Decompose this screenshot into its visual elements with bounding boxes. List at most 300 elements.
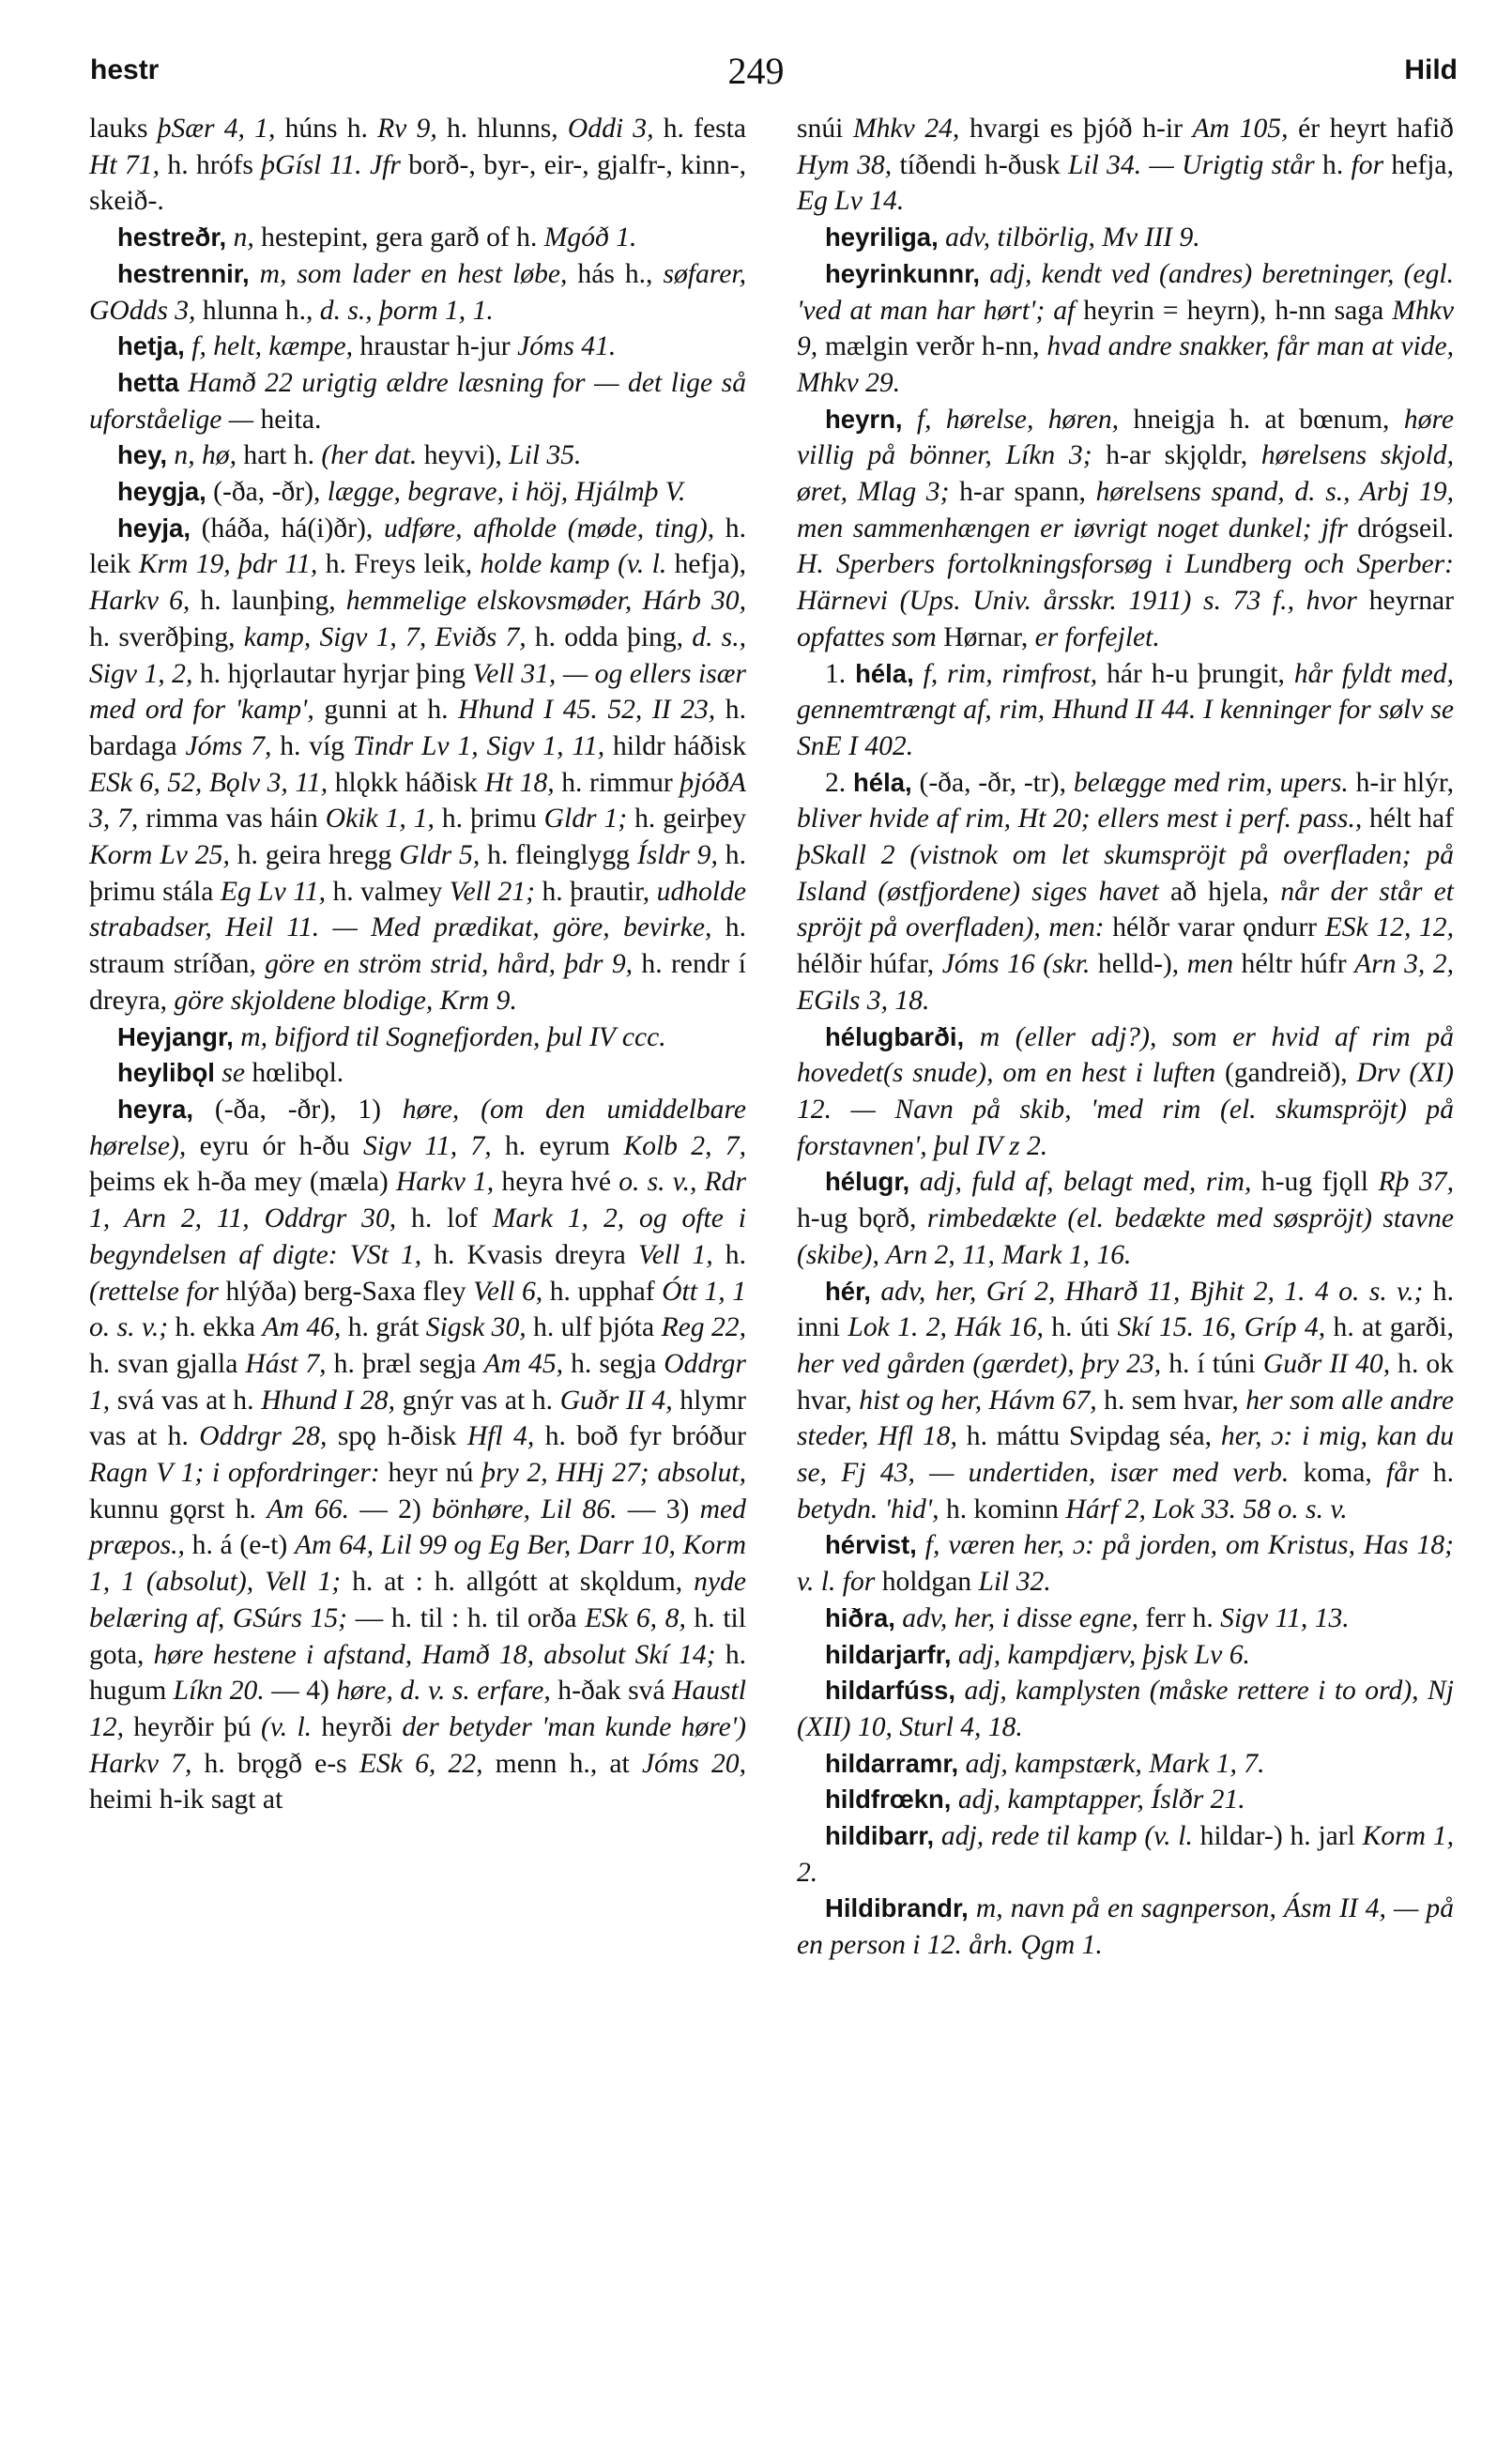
italic-text: Jóms 7, xyxy=(185,730,272,761)
italic-text: nyde belæring af, GSúrs 15; xyxy=(89,1567,747,1633)
dictionary-entry xyxy=(797,1673,1454,1745)
italic-text: Hfl 4, xyxy=(466,1421,535,1452)
entry-text: h. odda þing, xyxy=(526,621,693,652)
italic-text: Lil 32. xyxy=(978,1567,1051,1598)
italic-text: holde kamp (v. l. xyxy=(480,549,667,580)
entry-text: heyr nú xyxy=(379,1458,482,1489)
entry-text: h. ekka xyxy=(168,1312,263,1343)
italic-text: udføre, afholde (møde, ting), xyxy=(383,513,715,544)
entry-text xyxy=(964,1022,980,1052)
italic-text: Arn 3, 2, EGils 3, 18. xyxy=(797,949,1454,1016)
entry-text: kunnu gǫrst h. xyxy=(89,1494,267,1524)
dictionary-entry xyxy=(797,1601,1454,1637)
entry-text: — 3) xyxy=(617,1494,700,1524)
italic-text: opfattes som xyxy=(797,621,937,652)
headword: hey, xyxy=(117,440,167,470)
entry-text xyxy=(226,222,233,253)
headword: heyrinkunnr, xyxy=(825,258,981,288)
entry-text: h. grát xyxy=(341,1312,426,1343)
entry-text: lauks xyxy=(89,114,158,144)
headword: hélugbarði, xyxy=(825,1021,965,1051)
italic-text: Hhund I 45. 52, II 23, xyxy=(458,695,716,726)
entry-text: snúi xyxy=(797,114,853,144)
italic-text: adv, her, Grí 2, Hharð 11, Bjhit 2, 1. 4 o. s. v.; xyxy=(880,1276,1424,1307)
entry-text: (-ða, -ðr), 1) xyxy=(193,1094,403,1125)
headword: hildibarr, xyxy=(825,1821,935,1851)
italic-text: Ht 18, xyxy=(484,767,555,798)
italic-text: Tindr Lv 1, Sigv 1, 11, xyxy=(352,730,605,761)
headword: heyrn, xyxy=(825,404,903,434)
headword: heygja, xyxy=(117,477,206,507)
entry-text: h. hjǫrlautar hyrjar þing xyxy=(192,658,473,689)
entry-text: hlýða) berg-Saxa fley xyxy=(218,1276,474,1307)
entry-text: héltr húfr xyxy=(1233,949,1355,980)
entry-text: heyrði xyxy=(312,1711,403,1742)
entry-text: h. þrimu stála xyxy=(89,840,746,907)
entry-text: holdgan xyxy=(875,1567,979,1598)
entry-text: hraustar h-jur xyxy=(353,331,518,362)
entry-text: h. úti xyxy=(1043,1312,1118,1343)
italic-text: Mhkv 9, xyxy=(797,295,1454,362)
left-column xyxy=(89,111,746,1818)
entry-text: h. xyxy=(1418,1458,1454,1489)
entry-text xyxy=(969,1893,976,1923)
entry-text xyxy=(179,368,189,398)
italic-text: þSkall 2 (vistnok om let skumspröjt på overfladen; på Island (østfjordene) siges havet xyxy=(797,840,1454,907)
entry-text: h. í túni xyxy=(1161,1348,1263,1379)
italic-text: men xyxy=(1186,949,1234,980)
entry-text xyxy=(909,1167,920,1197)
dictionary-entry xyxy=(89,220,746,256)
entry-text: h. til gota, xyxy=(89,1602,746,1670)
entry-text: h. þrautir, xyxy=(534,876,657,907)
italic-text: Am 64, Lil 99 og Eg Ber, Darr 10, Korm 1, 1 (absolut), Vell 1; xyxy=(89,1530,746,1598)
italic-text: Rþ 37, xyxy=(1378,1167,1454,1198)
entry-text: h. svan gjalla xyxy=(89,1348,246,1379)
italic-text: m, navn på en sagnperson, Ásm II 4, — på en person i 12. årh. Ǫgm 1. xyxy=(797,1893,1454,1961)
entry-text: h. rimmur xyxy=(554,767,680,798)
entry-text: h. boð fyr bróður xyxy=(534,1421,746,1452)
italic-text: bönhøre, Lil 86. xyxy=(432,1494,618,1524)
headword: héla, xyxy=(855,658,914,688)
italic-text: adj, kamplysten (måske rettere i to ord), Nj (XII) 10, Sturl 4, 18. xyxy=(797,1676,1454,1742)
italic-text: høre villig på bönner, Líkn 3; xyxy=(797,404,1454,471)
entry-text xyxy=(951,1785,957,1815)
italic-text: Hást 7, xyxy=(245,1348,327,1379)
italic-text: høre hestene i afstand, Hamð 18, absolut Skí 14; xyxy=(153,1639,716,1670)
italic-text: Sigv 11, 7, xyxy=(363,1130,492,1161)
headword: hildarjarfr, xyxy=(825,1639,952,1669)
italic-text: Mhkv 24, xyxy=(852,114,960,144)
entry-text: borð-, byr-, eir-, gjalfr-, kinn-, skeið-. xyxy=(89,149,747,217)
italic-text: se xyxy=(221,1058,245,1089)
entry-text: ferr h. xyxy=(1138,1602,1221,1633)
right-column xyxy=(797,111,1454,1964)
entry-text: h. ulf þjóta xyxy=(526,1312,662,1343)
dictionary-entry xyxy=(89,1055,746,1092)
italic-text: Vell 21; xyxy=(449,876,535,907)
italic-text: þjóðA 3, 7, xyxy=(89,767,746,835)
italic-text: Korm Lv 25, xyxy=(89,840,230,871)
running-head-last-word: Hild xyxy=(1404,54,1458,85)
dictionary-entry xyxy=(797,765,1454,1019)
italic-text: Vell 6, xyxy=(473,1276,543,1307)
entry-text: h. valmey xyxy=(326,876,450,907)
italic-text: der betyder 'man kunde høre') Harkv 7, xyxy=(89,1711,746,1779)
entry-text: Hørnar, xyxy=(936,621,1035,652)
dictionary-entry xyxy=(797,1637,1454,1674)
entry-text: h. sem hvar, xyxy=(1096,1385,1246,1416)
italic-text: adv, tilbörlig, Mv III 9. xyxy=(945,222,1200,253)
italic-text: H. Sperbers fortolkningsforsøg i Lundberg och Sperber: Härnevi (Ups. Univ. årsskr. 1911) s. 73 f., hvor xyxy=(797,549,1454,617)
italic-text: Ht 71, xyxy=(89,149,160,180)
italic-text: (rettelse for xyxy=(89,1276,219,1307)
italic-text: m, bifjord til Sognefjorden, þul IV ccc. xyxy=(240,1021,666,1052)
entry-text: (-ða, -ðr), xyxy=(206,477,328,508)
entry-text: hás h., xyxy=(567,258,664,289)
entry-text: hildar-) h. jarl xyxy=(1192,1821,1363,1852)
italic-text: søfarer, GOdds 3, xyxy=(89,258,746,326)
dictionary-entry xyxy=(89,329,746,365)
entry-text xyxy=(980,259,989,289)
entry-text: h. xyxy=(1314,149,1352,180)
entry-text: helld-), xyxy=(1090,949,1187,980)
entry-text: — 4) xyxy=(264,1676,337,1707)
headword: heyra, xyxy=(117,1094,194,1124)
entry-text: h. sverðþing, xyxy=(89,621,244,652)
entry-text: h-ir hlýr, xyxy=(1348,767,1455,798)
italic-text: betydn. 'hid', xyxy=(797,1494,939,1524)
entry-text: h. geirþey xyxy=(627,804,746,835)
entry-text: h. fleinglygg xyxy=(480,840,637,871)
running-head-first-word: hestr xyxy=(90,54,160,85)
italic-text: hørelsens spand, d. s., Arbj 19, men sammenhængen er iøvrigt noget dunkel; jfr xyxy=(797,477,1454,544)
italic-text: Okik 1, 1, xyxy=(325,804,435,835)
headword: hestrennir, xyxy=(117,258,250,288)
entry-text: h. á (e-t) xyxy=(184,1530,295,1561)
italic-text: d. s., þorm 1, 1. xyxy=(319,295,494,326)
italic-text: adj, kampdjærv, þjsk Lv 6. xyxy=(957,1639,1250,1670)
italic-text: hist og her, Hávm 67, xyxy=(859,1385,1097,1416)
entry-text: ér heyrt hafið xyxy=(1288,114,1454,144)
italic-text: f, rim, rimfrost, xyxy=(923,658,1098,689)
dictionary-entry xyxy=(797,656,1454,765)
entry-text: heyrðir þú xyxy=(124,1711,261,1742)
italic-text: Am 46, xyxy=(262,1312,342,1343)
italic-text: þSær 4, 1, xyxy=(157,114,276,144)
italic-text: Lok 1. 2, Hák 16, xyxy=(848,1312,1044,1343)
entry-text: hart h. xyxy=(237,440,322,471)
italic-text: Ótt 1, 1 o. s. v.; xyxy=(89,1276,747,1343)
entry-text: spǫ h-ðisk xyxy=(327,1421,467,1452)
dictionary-entry xyxy=(797,1891,1454,1963)
italic-text: for xyxy=(1351,149,1384,180)
italic-text: Jóms 16 (skr. xyxy=(941,949,1091,980)
dictionary-entry xyxy=(797,1164,1454,1273)
italic-text: f, væren her, ɔ: på jorden, om Kristus, Has 18; v. l. for xyxy=(797,1530,1454,1598)
entry-text: tíðendi h-ðusk xyxy=(892,149,1068,180)
entry-text: — h. til : h. til orða xyxy=(347,1602,586,1633)
italic-text: hemmelige elskovsmøder, Hárb 30, xyxy=(345,586,746,617)
entry-text: hélt haf xyxy=(1362,804,1454,835)
italic-text: høre, d. v. s. erfare, xyxy=(336,1676,551,1707)
italic-text: (v. l. xyxy=(260,1711,313,1742)
italic-text: Vell 31, — og ellers især med ord for 'kamp', xyxy=(89,658,747,726)
entry-text: gunni at h. xyxy=(313,695,459,726)
entry-text: heyra hvé xyxy=(494,1167,619,1198)
italic-text: Korm 1, 2. xyxy=(797,1821,1454,1888)
italic-text: Eg Lv 11, xyxy=(220,876,327,907)
italic-text: Oddrgr 1, xyxy=(89,1348,746,1416)
italic-text: adj, fuld af, belagt med, rim, xyxy=(919,1167,1252,1198)
headword: hetta xyxy=(117,367,179,397)
entry-text: hvargi es þjóð h-ir xyxy=(959,114,1193,144)
entry-text xyxy=(952,1640,958,1670)
italic-text: adj, kamptapper, Íslðr 21. xyxy=(957,1785,1245,1815)
italic-text: Gldr 1; xyxy=(543,804,628,835)
entry-text: h. upphaf xyxy=(542,1276,663,1307)
dictionary-entry xyxy=(89,511,746,1019)
italic-text: göre en ström strid, hård, þdr 9, xyxy=(265,949,634,980)
italic-text: høre, (om den umiddelbare hørelse), xyxy=(89,1094,747,1161)
dictionary-entry xyxy=(797,1818,1454,1891)
italic-text: Ísldr 9, xyxy=(636,840,718,871)
entry-text: h. inni xyxy=(797,1276,1454,1343)
entry-text xyxy=(934,1821,941,1851)
entry-text: eyru ór h-ðu xyxy=(186,1130,364,1161)
page-header xyxy=(0,45,1512,92)
italic-text: ESk 6, 8, xyxy=(585,1602,686,1633)
italic-text: Oddi 3, xyxy=(567,114,654,144)
entry-text: koma, xyxy=(1289,1458,1386,1489)
entry-text: — 2) xyxy=(348,1494,433,1524)
italic-text: med præpos., xyxy=(89,1494,746,1561)
entry-text: hildr háðisk xyxy=(604,730,746,761)
italic-text: hørelsens skjold, øret, Mlag 3; xyxy=(797,440,1454,508)
italic-text: Hhund I 28, xyxy=(261,1385,396,1416)
italic-text: Haustl 12, xyxy=(89,1676,746,1742)
dictionary-entry xyxy=(89,1019,746,1056)
entry-text: hlǫkk háðisk xyxy=(328,767,485,798)
italic-text: m, som lader en hest løbe, xyxy=(259,258,568,289)
entry-text: húns h. xyxy=(275,114,378,144)
entry-text xyxy=(917,1530,925,1560)
entry-text: h. lof xyxy=(396,1203,493,1234)
entry-text: heyrin = heyrn), h-nn saga xyxy=(1075,295,1393,326)
italic-text: Reg 22, xyxy=(661,1312,746,1343)
dictionary-entry xyxy=(797,402,1454,656)
entry-text: hefja, xyxy=(1383,149,1454,180)
italic-text: þry 2, HHj 27; absolut, xyxy=(481,1458,746,1489)
italic-text: er forfejlet. xyxy=(1034,621,1160,652)
entry-text: h. bardaga xyxy=(89,695,747,761)
entry-text: mælgin verðr h-nn, xyxy=(817,331,1047,362)
dictionary-entry xyxy=(89,111,746,220)
italic-text: Mgóð 1. xyxy=(543,222,637,253)
italic-text: göre skjoldene blodige, Krm 9. xyxy=(174,985,517,1016)
italic-text: ESk 6, 52, Bǫlv 3, 11, xyxy=(89,767,328,798)
italic-text: f, helt, kæmpe, xyxy=(191,331,354,362)
headword: Heyjangr, xyxy=(117,1021,234,1051)
italic-text: ESk 12, 12, xyxy=(1324,912,1455,943)
entry-text: 1. xyxy=(825,658,856,689)
italic-text: Skí 15. 16, Gríp 4, xyxy=(1117,1312,1326,1343)
entry-text: h. Freys leik, xyxy=(317,549,481,580)
entry-text xyxy=(903,405,917,435)
headword: hildarramr, xyxy=(825,1748,959,1778)
italic-text: Oddrgr 28, xyxy=(199,1421,328,1452)
entry-text xyxy=(362,150,370,180)
entry-text: hár h-u þrungit, xyxy=(1097,658,1294,689)
italic-text: hår fyldt med, gennemtrængt af, rim, Hhund II 44. I kenninger for sølv se SnE I 402. xyxy=(797,658,1454,761)
entry-text: h-ar spann, xyxy=(949,477,1096,508)
entry-text: (gandreið), xyxy=(1215,1058,1357,1089)
italic-text: n, xyxy=(233,222,254,253)
italic-text: kamp, Sigv 1, 7, Eviðs 7, xyxy=(243,621,527,652)
italic-text: Mark 1, 2, og ofte i begyndelsen af digte: VSt 1, xyxy=(89,1203,746,1270)
entry-text: heyvi), xyxy=(417,440,510,471)
italic-text: (her dat. xyxy=(321,440,418,471)
dictionary-entry xyxy=(797,1274,1454,1528)
headword: hetja, xyxy=(117,331,185,361)
italic-text: Guðr II 40, xyxy=(1262,1348,1391,1379)
dictionary-entry xyxy=(797,1746,1454,1783)
italic-text: o. s. v., Rdr 1, Arn 2, 11, Oddrgr 30, xyxy=(89,1167,746,1234)
italic-text: adj, kampstærk, Mark 1, 7. xyxy=(965,1748,1265,1779)
page-number: 249 xyxy=(727,50,785,92)
entry-text: h. hugum xyxy=(89,1639,747,1707)
entry-text: h. þrimu xyxy=(434,804,544,835)
entry-text: h. hrófs xyxy=(160,149,262,180)
italic-text: her som alle andre steder, Hfl 18, xyxy=(797,1385,1455,1452)
headword: héla, xyxy=(853,767,912,797)
entry-text xyxy=(250,259,260,289)
italic-text: Hym 38, xyxy=(797,149,893,180)
entry-text: heimi h-ik sagt at xyxy=(89,1785,283,1815)
italic-text: m (eller adj?), som er hvid af rim på hovedet(s snude), om en hest i luften xyxy=(797,1021,1454,1089)
entry-text: hefja), xyxy=(666,549,747,580)
italic-text: Am 66. xyxy=(267,1494,349,1524)
italic-text: f, hørelse, høren, xyxy=(916,404,1120,435)
entry-text: h. segja xyxy=(563,1348,664,1379)
entry-text: h. ok hvar, xyxy=(797,1348,1455,1416)
entry-text: menn h., at xyxy=(482,1748,642,1779)
dictionary-entry xyxy=(797,1527,1454,1600)
dictionary-entry xyxy=(797,256,1454,402)
dictionary-entry xyxy=(797,1782,1454,1818)
entry-text: drógseil. xyxy=(1347,513,1454,544)
entry-text: h. eyrum xyxy=(491,1130,624,1161)
italic-text: þGísl 11. xyxy=(261,149,362,180)
italic-text: får xyxy=(1386,1458,1419,1489)
dictionary-entry xyxy=(89,1092,746,1818)
italic-text: adv, her, i disse egne, xyxy=(902,1602,1139,1633)
italic-text: lægge, begrave, i höj, Hjálmþ V. xyxy=(327,477,686,508)
entry-text: h. at garði, xyxy=(1325,1312,1455,1343)
italic-text: ESk 6, 22, xyxy=(359,1748,483,1779)
dictionary-entry xyxy=(797,1019,1454,1165)
entry-text xyxy=(914,659,924,689)
italic-text: bliver hvide af rim, Ht 20; ellers mest i perf. pass., xyxy=(797,804,1363,835)
entry-text: (-ða, -ðr, -tr), xyxy=(911,767,1074,798)
headword: hestreðr, xyxy=(117,222,227,253)
entry-text: hœlibǫl. xyxy=(244,1058,344,1089)
italic-text: Sigsk 30, xyxy=(425,1312,527,1343)
italic-text: Krm 19, þdr 11, xyxy=(138,549,318,580)
entry-text: h-ðak svá xyxy=(550,1676,673,1707)
entry-text: h. brǫgð e-s xyxy=(191,1748,359,1779)
entry-text xyxy=(955,1676,964,1706)
italic-text: her, ɔ: i mig, kan du se, Fj 43, — undertiden, især med verb. xyxy=(797,1421,1455,1489)
entry-text: hlunna h., xyxy=(195,295,320,326)
entry-text: h. at : h. allgótt at skǫldum, xyxy=(341,1567,695,1598)
entry-text xyxy=(958,1749,965,1779)
italic-text: Ragn V 1; i opfordringer: xyxy=(89,1458,380,1489)
entry-text: hestepint, gera garð of h. xyxy=(253,222,544,253)
entry-text: h. festa xyxy=(653,114,747,144)
italic-text: Kolb 2, 7, xyxy=(623,1130,746,1161)
entry-text: h. víg xyxy=(271,730,353,761)
entry-text: h. launþing, xyxy=(190,586,346,617)
italic-text: Guðr II 4, xyxy=(559,1385,673,1416)
italic-text: Lil 35. xyxy=(509,440,582,471)
headword: hiðra, xyxy=(825,1602,895,1632)
italic-text: her ved gården (gærdet), þry 23, xyxy=(797,1348,1162,1379)
italic-text: Vell 1, xyxy=(637,1239,713,1270)
italic-text: adj, kendt ved (andres) beretninger, (egl. 'ved at man har hørt'; af xyxy=(797,258,1454,326)
headword: heyja, xyxy=(117,513,191,543)
italic-text: Líkn 20. xyxy=(173,1676,265,1707)
dictionary-entry xyxy=(797,220,1454,256)
italic-text: Sigv 11, 13. xyxy=(1220,1602,1350,1633)
italic-text: hvad andre snakker, får man at vide, Mhkv 29. xyxy=(797,331,1455,398)
entry-text: að hjela, xyxy=(1158,876,1281,907)
italic-text: Jfr xyxy=(370,149,401,180)
entry-text: gnýr vas at h. xyxy=(395,1385,560,1416)
italic-text: Drv (XI) 12. — Navn på skib, 'med rim (el. skumspröjt) på forstavnen', þul IV z 2. xyxy=(797,1058,1454,1161)
italic-text: belægge med rim, upers. xyxy=(1073,767,1349,798)
entry-text: h-ug fjǫll xyxy=(1251,1167,1379,1198)
italic-text: Jóms 41. xyxy=(517,331,617,362)
italic-text: Am 105, xyxy=(1192,114,1289,144)
dictionary-entry xyxy=(89,474,746,511)
entry-text xyxy=(871,1277,880,1307)
dictionary-entry xyxy=(797,111,1454,220)
entry-text: (háða, há(i)ðr), xyxy=(190,513,384,544)
italic-text: Eg Lv 14. xyxy=(797,186,905,217)
entry-text: h. straum stríðan, xyxy=(89,912,746,980)
entry-text: rimma vas háin xyxy=(138,804,326,835)
italic-text: Harkv 6, xyxy=(89,586,191,617)
italic-text: Am 45, xyxy=(483,1348,564,1379)
italic-text: Jóms 20, xyxy=(641,1748,746,1779)
entry-text: hélðir húfar, xyxy=(797,949,942,980)
italic-text: Hamð 22 urigtig ældre læsning for — det lige så uforståelige — xyxy=(89,367,746,435)
entry-text: h-ar skjǫldr, xyxy=(1092,440,1261,471)
entry-text: h. máttu Svipdag séa, xyxy=(956,1421,1221,1452)
entry-text: hneigja h. at bœnum, xyxy=(1119,404,1404,435)
italic-text: adj, rede til kamp (v. l. xyxy=(940,1821,1193,1852)
entry-text: h. kominn xyxy=(939,1494,1066,1524)
entry-text: þeims ek h-ða mey (mæla) xyxy=(89,1167,396,1198)
headword: Hildibrandr, xyxy=(825,1893,969,1923)
headword: hélugr, xyxy=(825,1167,910,1197)
dictionary-entry xyxy=(89,256,746,329)
italic-text: når der står et spröjt på overfladen), men: xyxy=(797,876,1454,943)
entry-text: hlymr vas at h. xyxy=(89,1385,746,1452)
dictionary-entry xyxy=(89,365,746,437)
entry-text: svá vas at h. xyxy=(110,1385,262,1416)
